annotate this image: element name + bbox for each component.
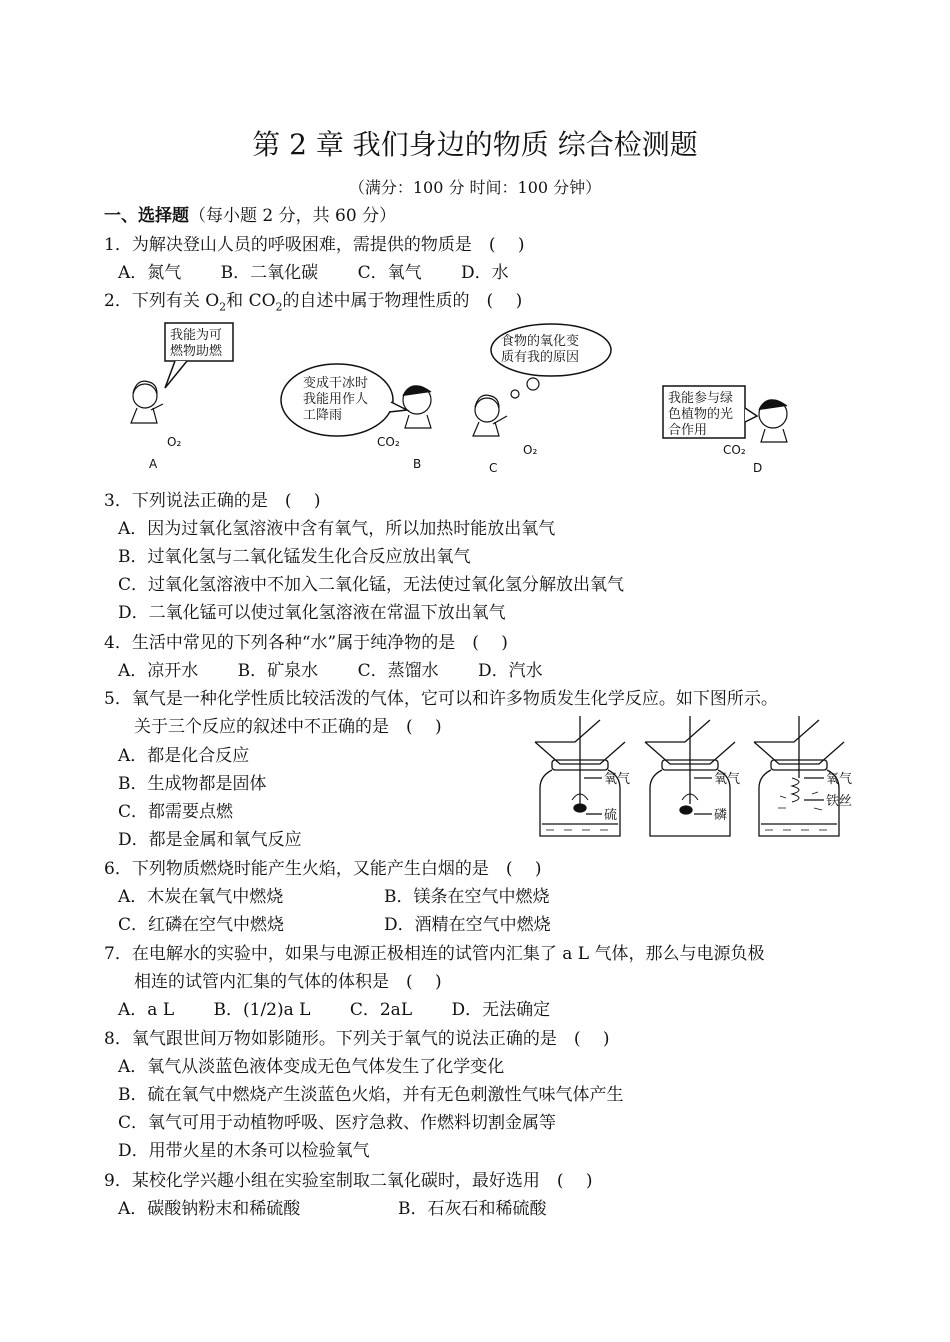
page-title: 第 2 章 我们身边的物质 综合检测题 (252, 128, 698, 161)
q3-option-c: C．过氧化氢溶液中不加入二氧化锰，无法使过氧化氢分解放出氧气 (118, 575, 625, 595)
bubble-d-line2: 色植物的光 (668, 407, 734, 422)
q2-stem-part: 和 CO (226, 291, 276, 311)
q2-stem (104, 290, 522, 318)
boy-character-icon (759, 400, 787, 442)
jar3-substance-label: 铁丝 (826, 794, 853, 809)
jar2-substance-label: 磷 (714, 808, 728, 823)
q1-stem: 1．为解决登山人员的呼吸困难，需提供的物质是 ( ) (104, 235, 525, 255)
bubble-b-line2: 我能用作人 (303, 392, 369, 407)
jar1-substance-label: 硫 (604, 808, 618, 823)
label-b: B (413, 457, 422, 471)
label-c: C (489, 461, 498, 475)
section-note: （每小题 2 分，共 60 分） (189, 206, 397, 226)
q6-stem: 6．下列物质燃烧时能产生火焰，又能产生白烟的是 ( ) (104, 859, 542, 879)
jar1-gas-label: 氧气 (604, 772, 631, 787)
q8-option-d: D．用带火星的木条可以检验氧气 (118, 1141, 370, 1161)
q5-stem-line2: 关于三个反应的叙述中不正确的是 ( ) (134, 717, 442, 737)
q6-option-b: B．镁条在空气中燃烧 (384, 887, 550, 907)
q7-options: A．a L B．(1/2)a L C．2aL D．无法确定 (118, 1000, 551, 1020)
q6-option-d: D．酒精在空气中燃烧 (384, 915, 551, 935)
q4-options: A．凉开水 B．矿泉水 C．蒸馏水 D．汽水 (118, 661, 543, 681)
girl-character-icon (131, 381, 163, 423)
bubble-d-line1: 我能参与绿 (668, 391, 734, 406)
q9-option-b: B．石灰石和稀硫酸 (398, 1199, 547, 1219)
q3-option-a: A．因为过氧化氢溶液中含有氧气，所以加热时能放出氧气 (118, 519, 556, 539)
q2-stem-part: 的自述中属于物理性质的 ( ) (282, 291, 523, 311)
q5-stem-line1: 5．氧气是一种化学性质比较活泼的气体，它可以和许多物质发生化学反应。如下图所示。 (104, 689, 778, 709)
q3-option-d: D．二氧化锰可以使过氧化氢溶液在常温下放出氧气 (118, 603, 506, 623)
formula-a: O₂ (167, 435, 182, 449)
bubble-b-line1: 变成干冰时 (303, 376, 369, 391)
formula-d: CO₂ (723, 443, 746, 457)
q4-stem: 4．生活中常见的下列各种“水”属于纯净物的是 ( ) (104, 633, 508, 653)
section-title: 一、选择题 (104, 206, 189, 226)
q5-option-c: C．都需要点燃 (118, 802, 234, 822)
q3-option-b: B．过氧化氢与二氧化锰发生化合反应放出氧气 (118, 547, 471, 567)
subscript: 2 (219, 300, 227, 314)
bubble-a-line2: 燃物助燃 (170, 344, 223, 359)
label-a: A (149, 457, 158, 471)
q8-option-c: C．氧气可用于动植物呼吸、医疗急救、作燃料切割金属等 (118, 1113, 557, 1133)
bubble-c-line1: 食物的氧化变 (501, 334, 580, 349)
jar3-gas-label: 氧气 (826, 772, 853, 787)
q5-figure (530, 716, 860, 844)
q8-stem: 8．氧气跟世间万物如影随形。下列关于氧气的说法正确的是 ( ) (104, 1029, 610, 1049)
bubble-b-line3: 工降雨 (303, 408, 343, 423)
bubble-a-line1: 我能为可 (170, 328, 223, 343)
q2-stem-part: 2．下列有关 O (104, 291, 220, 311)
q6-option-a: A．木炭在氧气中燃烧 (118, 887, 284, 907)
q8-option-a: A．氧气从淡蓝色液体变成无色气体发生了化学变化 (118, 1057, 505, 1077)
q7-stem-line1: 7．在电解水的实验中，如果与电源正极相连的试管内汇集了 a L 气体，那么与电源负极 (104, 944, 765, 964)
q2-figure (115, 318, 835, 478)
q6-option-c: C．红磷在空气中燃烧 (118, 915, 285, 935)
q1-options: A．氮气 B．二氧化碳 C．氧气 D．水 (118, 263, 509, 283)
jar2-gas-label: 氧气 (714, 772, 741, 787)
q5-option-a: A．都是化合反应 (118, 746, 250, 766)
q5-option-b: B．生成物都是固体 (118, 774, 267, 794)
bubble-d-line3: 合作用 (668, 423, 708, 438)
q3-stem: 3．下列说法正确的是 ( ) (104, 491, 321, 511)
girl-character-icon (473, 395, 507, 436)
q9-option-a: A．碳酸钠粉末和稀硫酸 (118, 1199, 301, 1219)
q9-stem: 9．某校化学兴趣小组在实验室制取二氧化碳时，最好选用 ( ) (104, 1171, 593, 1191)
q8-option-b: B．硫在氧气中燃烧产生淡蓝色火焰，并有无色刺激性气味气体产生 (118, 1085, 624, 1105)
bubble-c-line2: 质有我的原因 (501, 350, 580, 365)
section-heading (104, 205, 396, 227)
subscript: 2 (275, 300, 283, 314)
q5-option-d: D．都是金属和氧气反应 (118, 830, 302, 850)
score-time-note: （满分：100 分 时间：100 分钟） (348, 178, 602, 197)
formula-b: CO₂ (377, 435, 400, 449)
label-d: D (753, 461, 763, 475)
q7-stem-line2: 相连的试管内汇集的气体的体积是 ( ) (134, 972, 442, 992)
boy-character-icon (403, 386, 431, 428)
formula-c: O₂ (523, 443, 538, 457)
